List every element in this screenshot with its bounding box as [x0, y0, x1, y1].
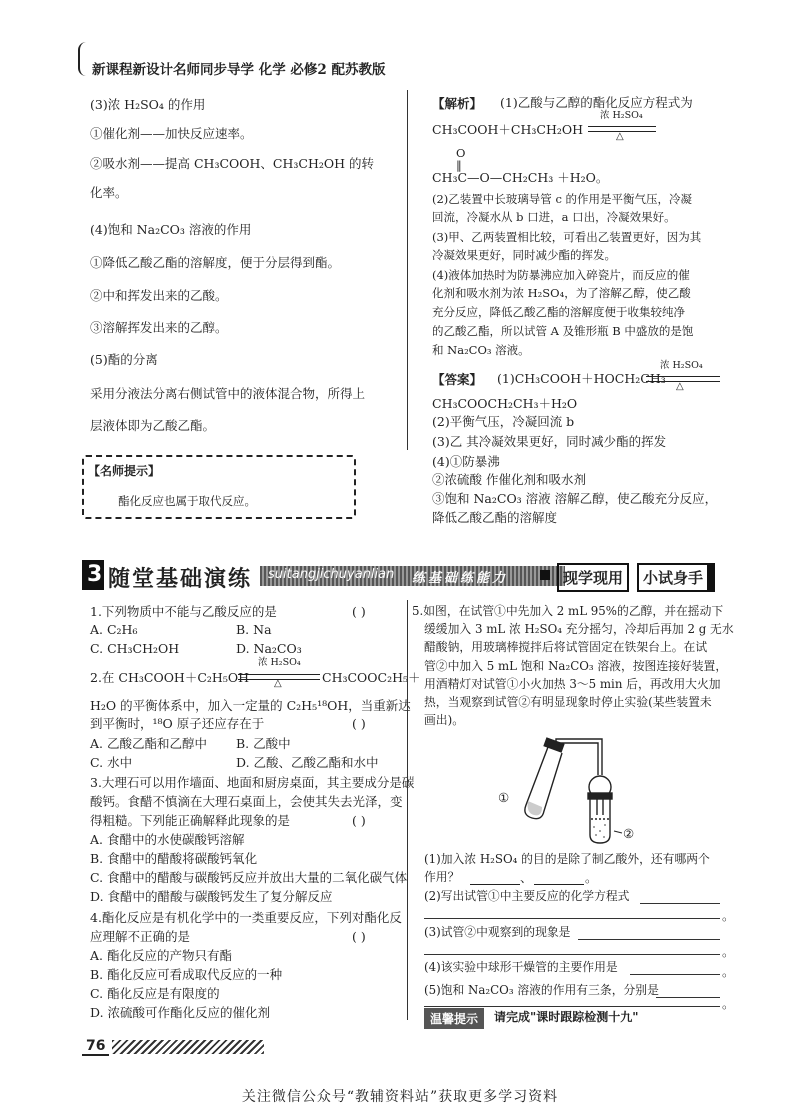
question-3-line: 3.大理石可以用作墙面、地面和厨房桌面，其主要成分是碳	[90, 775, 415, 790]
analysis-first-line: (1)乙酸与乙醇的酯化反应方程式为	[500, 95, 693, 110]
period: 。	[722, 944, 735, 959]
question-3-option-a[interactable]: A. 食醋中的水使碳酸钙溶解	[90, 832, 245, 847]
reminder-label: 温馨提示	[424, 1008, 484, 1029]
header-title: 新课程新设计名师同步导学 化学 必修2 配苏教版	[92, 62, 386, 78]
question-2-option-a[interactable]: A. 乙酸乙酯和乙醇中	[90, 736, 207, 751]
left-line: ①催化剂——加快反应速率。	[90, 126, 253, 141]
footer-note: 关注微信公众号“教辅资料站”获取更多学习资料	[241, 1089, 559, 1105]
analysis-line: 化剂和吸水剂为浓 H₂SO₄，为了溶解乙醇，使乙酸	[432, 286, 691, 300]
period: 。	[722, 908, 735, 923]
question-3-paren: ( )	[352, 813, 366, 828]
analysis-line: 和 Na₂CO₃ 溶液。	[432, 343, 530, 357]
answer-line: (4)①防暴沸	[432, 454, 500, 469]
question-4-line: 4.酯化反应是有机化学中的一类重要反应，下列对酯化反	[90, 910, 402, 925]
column-divider	[407, 90, 408, 450]
answer-eq-left: (1)CH₃COOH＋HOCH₂CH₃	[497, 371, 666, 386]
question-5-line: 5.如图，在试管①中先加入 2 mL 95%的乙醇，并在摇动下	[412, 604, 724, 618]
left-line: ③溶解挥发出来的乙醇。	[90, 320, 228, 335]
section-banner	[82, 560, 722, 590]
answer-heat-symbol: △	[676, 381, 684, 392]
analysis-line: 充分反应，降低乙酸乙酯的溶解度便于收集较纯净	[432, 305, 685, 319]
answer-line-blank[interactable]	[424, 1006, 720, 1007]
analysis-line: 回流，冷凝水从 b 口进，a 口出，冷凝效果好。	[432, 210, 676, 224]
banner-tag-learn: 现学现用	[557, 563, 629, 592]
question-1-option-d[interactable]: D. Na₂CO₃	[236, 641, 302, 656]
question-3-line: 得粗糙。下列能正确解释此现象的是	[90, 813, 291, 828]
left-line: ②吸水剂——提高 CH₃COOH、CH₃CH₂OH 的转	[90, 156, 374, 171]
question-4-option-b[interactable]: B. 酯化反应可看成取代反应的一种	[90, 967, 283, 982]
question-2-heat: △	[274, 678, 282, 689]
answer-separator: 、	[520, 870, 533, 885]
double-bond-symbol: ‖	[456, 158, 462, 172]
left-line: 化率。	[90, 185, 128, 200]
question-5-sub4: (4)该实验中球形干燥管的主要作用是	[424, 960, 618, 974]
question-1-option-b[interactable]: B. Na	[236, 622, 272, 637]
answer-line-blank[interactable]	[630, 974, 720, 975]
banner-number: 3	[87, 562, 103, 587]
question-3-line: 酸钙。食醋不慎滴在大理石桌面上，会使其失去光泽，变	[90, 794, 403, 809]
question-5-sub2: (2)写出试管①中主要反应的化学方程式	[424, 889, 630, 903]
question-5-sub3: (3)试管②中观察到的现象是	[424, 925, 571, 939]
square-icon	[540, 570, 550, 580]
left-line: ②中和挥发出来的乙酸。	[90, 288, 228, 303]
left-line: 采用分液法分离右侧试管中的液体混合物，所得上	[90, 386, 366, 401]
period: 。	[722, 996, 735, 1011]
left-line: (5)酯的分离	[90, 352, 158, 367]
left-line: 层液体即为乙酸乙酯。	[90, 418, 216, 433]
answer-end-period: 。	[585, 870, 598, 885]
answer-line: CH₃COOCH₂CH₃＋H₂O	[432, 396, 578, 411]
banner-tag-try: 小试身手	[637, 563, 715, 592]
apparatus-label-2: ②	[623, 826, 635, 841]
question-5-sub1-cont: 作用？	[424, 870, 460, 884]
teacher-tip-text: 酯化反应也属于取代反应。	[118, 494, 256, 508]
left-line: ①降低乙酸乙酯的溶解度，便于分层得到酯。	[90, 255, 341, 270]
question-2-paren: ( )	[352, 716, 366, 731]
answer-line-blank[interactable]	[656, 997, 720, 998]
analysis-label: 【解析】	[432, 96, 483, 111]
answer-line-blank[interactable]	[424, 954, 720, 955]
banner-slogan: 练基础练能力	[412, 571, 509, 586]
question-2-stem-right: CH₃COOC₂H₅＋	[322, 670, 421, 685]
teacher-tip-title: 【名师提示】	[88, 464, 161, 478]
question-5-line: 醋酸钠，用玻璃棒搅拌后将试管固定在铁架台上。在试	[424, 640, 708, 654]
equation-condition: 浓 H₂SO₄	[600, 110, 643, 121]
answer-line-blank[interactable]	[578, 939, 720, 940]
analysis-line: (2)乙装置中长玻璃导管 c 的作用是平衡气压，冷凝	[432, 192, 693, 206]
answer-line-blank[interactable]	[424, 918, 720, 919]
analysis-line: 冷凝效果更好，同时减少酯的挥发。	[432, 248, 616, 262]
answer-line: 降低乙酸乙酯的溶解度	[432, 510, 558, 525]
question-1-paren: ( )	[352, 604, 366, 619]
question-5-sub1: (1)加入浓 H₂SO₄ 的目的是除了制乙酸外，还有哪两个	[424, 852, 710, 866]
header-bracket-icon	[78, 42, 88, 76]
equation-heat-symbol: △	[616, 131, 624, 142]
answer-blank[interactable]	[534, 884, 584, 885]
page-number: 76	[82, 1038, 109, 1056]
question-3-option-b[interactable]: B. 食醋中的醋酸将碳酸钙氧化	[90, 851, 258, 866]
question-5-line: 管②中加入 5 mL 饱和 Na₂CO₃ 溶液，按图连接好装置，	[424, 659, 728, 673]
equation-left: CH₃COOH＋CH₃CH₂OH	[432, 122, 584, 137]
question-5-line: 用酒精灯对试管①小火加热 3～5 min 后，再改用大火加	[424, 677, 721, 691]
left-line: (3)浓 H₂SO₄ 的作用	[90, 97, 206, 112]
question-5-line: 画出)。	[424, 713, 464, 727]
question-2-condition: 浓 H₂SO₄	[258, 657, 301, 668]
question-3-option-c[interactable]: C. 食醋中的醋酸与碳酸钙反应并放出大量的二氧化碳气体	[90, 870, 408, 885]
question-2-option-c[interactable]: C. 水中	[90, 755, 133, 770]
answer-line: ②浓硫酸 作催化剂和吸水剂	[432, 472, 586, 487]
lower-column-divider	[407, 600, 408, 1020]
question-4-option-d[interactable]: D. 浓硫酸可作酯化反应的催化剂	[90, 1005, 271, 1020]
apparatus-label-1: ①	[498, 790, 510, 805]
question-1-option-c[interactable]: C. CH₃CH₂OH	[90, 641, 180, 656]
answer-line: (2)平衡气压，冷凝回流 b	[432, 414, 575, 429]
apparatus-diagram	[490, 735, 640, 845]
question-4-option-c[interactable]: C. 酯化反应是有限度的	[90, 986, 220, 1001]
answer-condition: 浓 H₂SO₄	[660, 360, 703, 371]
equation-product: CH₃C—O—CH₂CH₃ ＋H₂O。	[432, 170, 609, 185]
question-1-stem: 1.下列物质中不能与乙酸反应的是	[90, 604, 277, 619]
answer-blank[interactable]	[470, 884, 520, 885]
question-2-option-d[interactable]: D. 乙酸、乙酸乙酯和水中	[236, 755, 379, 770]
banner-pinyin: suitangjichuyanlian	[268, 567, 395, 582]
question-4-paren: ( )	[352, 929, 366, 944]
question-2-line: 到平衡时，¹⁸O 原子还应存在于	[90, 716, 265, 731]
analysis-line: 的乙酸乙酯，所以试管 A 及锥形瓶 B 中盛放的是饱	[432, 324, 694, 338]
test-tube-2	[590, 797, 610, 843]
answer-line: (3)乙 其冷凝效果更好，同时减少酯的挥发	[432, 434, 667, 449]
page-number-stripe	[112, 1040, 264, 1054]
carbonyl-oxygen: O	[456, 146, 466, 160]
question-5-sub5: (5)饱和 Na₂CO₃ 溶液的作用有三条，分别是	[424, 983, 659, 997]
question-2-option-b[interactable]: B. 乙酸中	[236, 736, 291, 751]
answer-line: ③饱和 Na₂CO₃ 溶液 溶解乙醇，使乙酸充分反应，	[432, 491, 718, 506]
banner-title: 随堂基础演练	[108, 567, 253, 592]
question-1-option-a[interactable]: A. C₂H₆	[90, 622, 138, 637]
period: 。	[722, 964, 735, 979]
question-4-line: 应理解不正确的是	[90, 929, 191, 944]
analysis-line: (3)甲、乙两装置相比较，可看出乙装置更好，因为其	[432, 230, 702, 244]
question-3-option-d[interactable]: D. 食醋中的醋酸与碳酸钙发生了复分解反应	[90, 889, 333, 904]
question-4-option-a[interactable]: A. 酯化反应的产物只有酯	[90, 948, 232, 963]
question-2-line: H₂O 的平衡体系中，加入一定量的 C₂H₅¹⁸OH，当重新达	[90, 698, 411, 713]
question-5-line: 热，当观察到试管②有明显现象时停止实验(某些装置未	[424, 695, 712, 709]
question-5-line: 缓缓加入 3 mL 浓 H₂SO₄ 充分摇匀，冷却后再加 2 g 无水	[424, 622, 734, 636]
analysis-line: (4)液体加热时为防暴沸应加入碎瓷片，而反应的催	[432, 268, 690, 282]
reminder-text: 请完成"课时跟踪检测十九"	[494, 1010, 639, 1024]
left-line: (4)饱和 Na₂CO₃ 溶液的作用	[90, 222, 252, 237]
question-2-stem-left: 2.在 CH₃COOH＋C₂H₅OH	[90, 670, 249, 685]
answer-line-blank[interactable]	[640, 903, 720, 904]
answer-label: 【答案】	[432, 372, 483, 387]
